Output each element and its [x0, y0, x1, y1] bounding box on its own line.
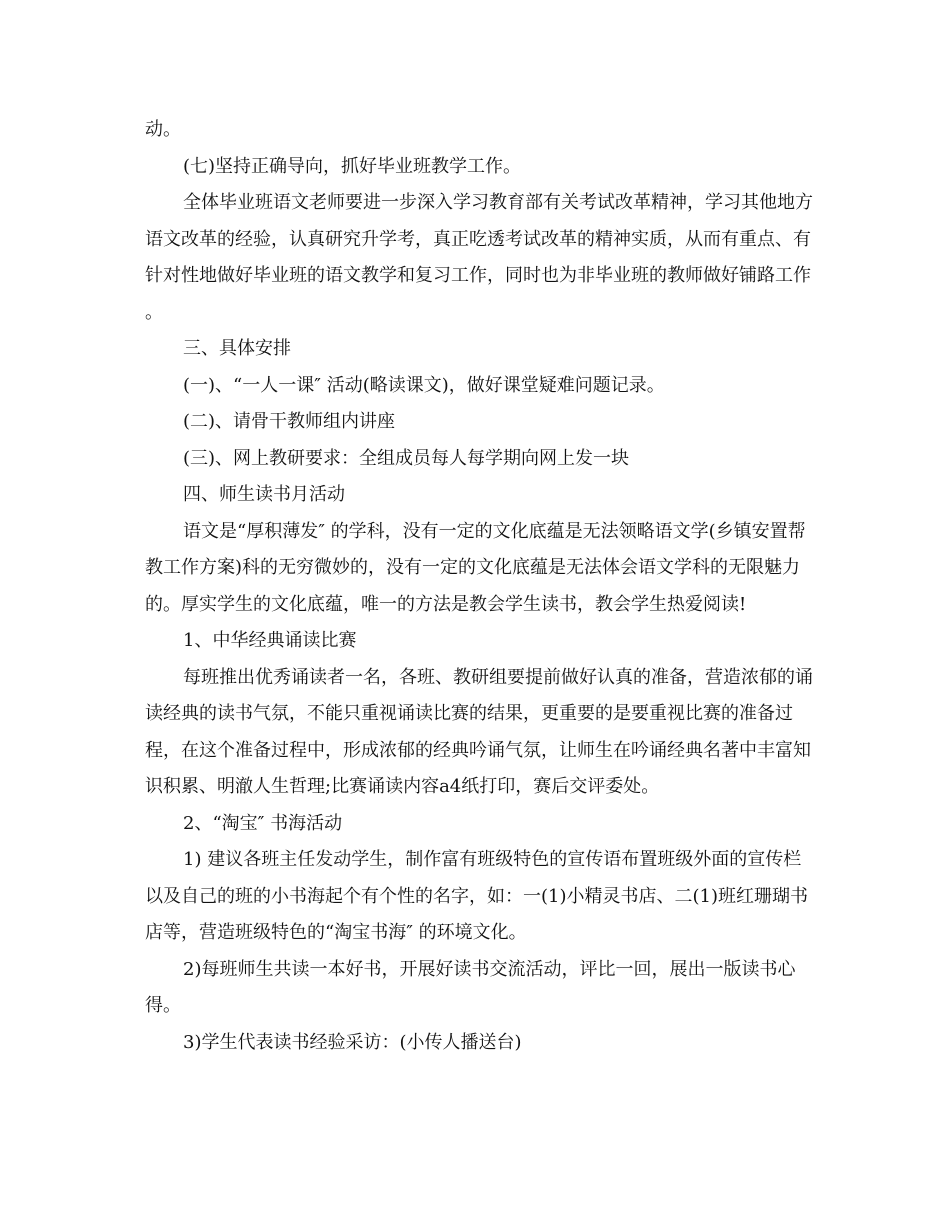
subsection-heading: 1、中华经典诵读比赛 — [183, 630, 357, 651]
subsection-heading: 2、“淘宝″ 书海活动 — [183, 812, 343, 834]
paragraph: (二)、请骨干教师组内讲座 — [183, 411, 396, 432]
paragraph: 2)每班师生共读一本好书，开展好读书交流活动，评比一回，展出一版读书心得。 — [145, 958, 796, 1016]
paragraph: (七)坚持正确导向，抓好毕业班教学工作。 — [183, 155, 522, 177]
document-body — [145, 112, 815, 1061]
paragraph: (一)、“一人一课″ 活动(略读课文)，做好课堂疑难问题记录。 — [183, 374, 665, 396]
paragraph: 3)学生代表读书经验采访：(小传人播送台) — [183, 1031, 522, 1053]
paragraph: (三)、网上教研要求：全组成员每人每学期向网上发一块 — [183, 447, 630, 469]
paragraph: 语文是“厚积薄发″ 的学科，没有一定的文化底蕴是无法领略语文学(乡镇安置帮教工作方案)科的无穷微妙的，没有一定的文化底蕴是无法体会语文学科的无限魅力的。厚实学生的文化底蕴，唯一的方法是教会学生读书，教会学生热爱阅读! — [145, 520, 806, 615]
section-heading: 三、具体安排 — [183, 338, 291, 359]
paragraph: 动。 — [145, 119, 181, 140]
paragraph: 全体毕业班语文老师要进一步深入学习教育部有关考试改革精神，学习其他地方语文改革的经验，认真研究升学考，真正吃透考试改革的精神实质，从而有重点、有针对性地做好毕业班的语文教学和复习工作，同时也为非毕业班的教师做好铺路工作 。 — [145, 192, 813, 323]
section-heading: 四、师生读书月活动 — [183, 484, 345, 505]
paragraph: 每班推出优秀诵读者一名，各班、教研组要提前做好认真的准备，营造浓郁的诵读经典的读书气氛，不能只重视诵读比赛的结果，更重要的是要重视比赛的准备过程，在这个准备过程中，形成浓郁的经典吟诵气氛，让师生在吟诵经典名著中丰富知识积累、明澈人生哲理;比赛诵读内容a4纸打印，赛后交评委处。 — [145, 666, 813, 797]
paragraph: 1) 建议各班主任发动学生，制作富有班级特色的宣传语布置班级外面的宣传栏以及自己的班的小书海起个有个性的名字，如：一(1)小精灵书店、二(1)班红珊瑚书店等，营造班级特色的“淘宝书海″ 的环境文化。 — [145, 849, 808, 943]
